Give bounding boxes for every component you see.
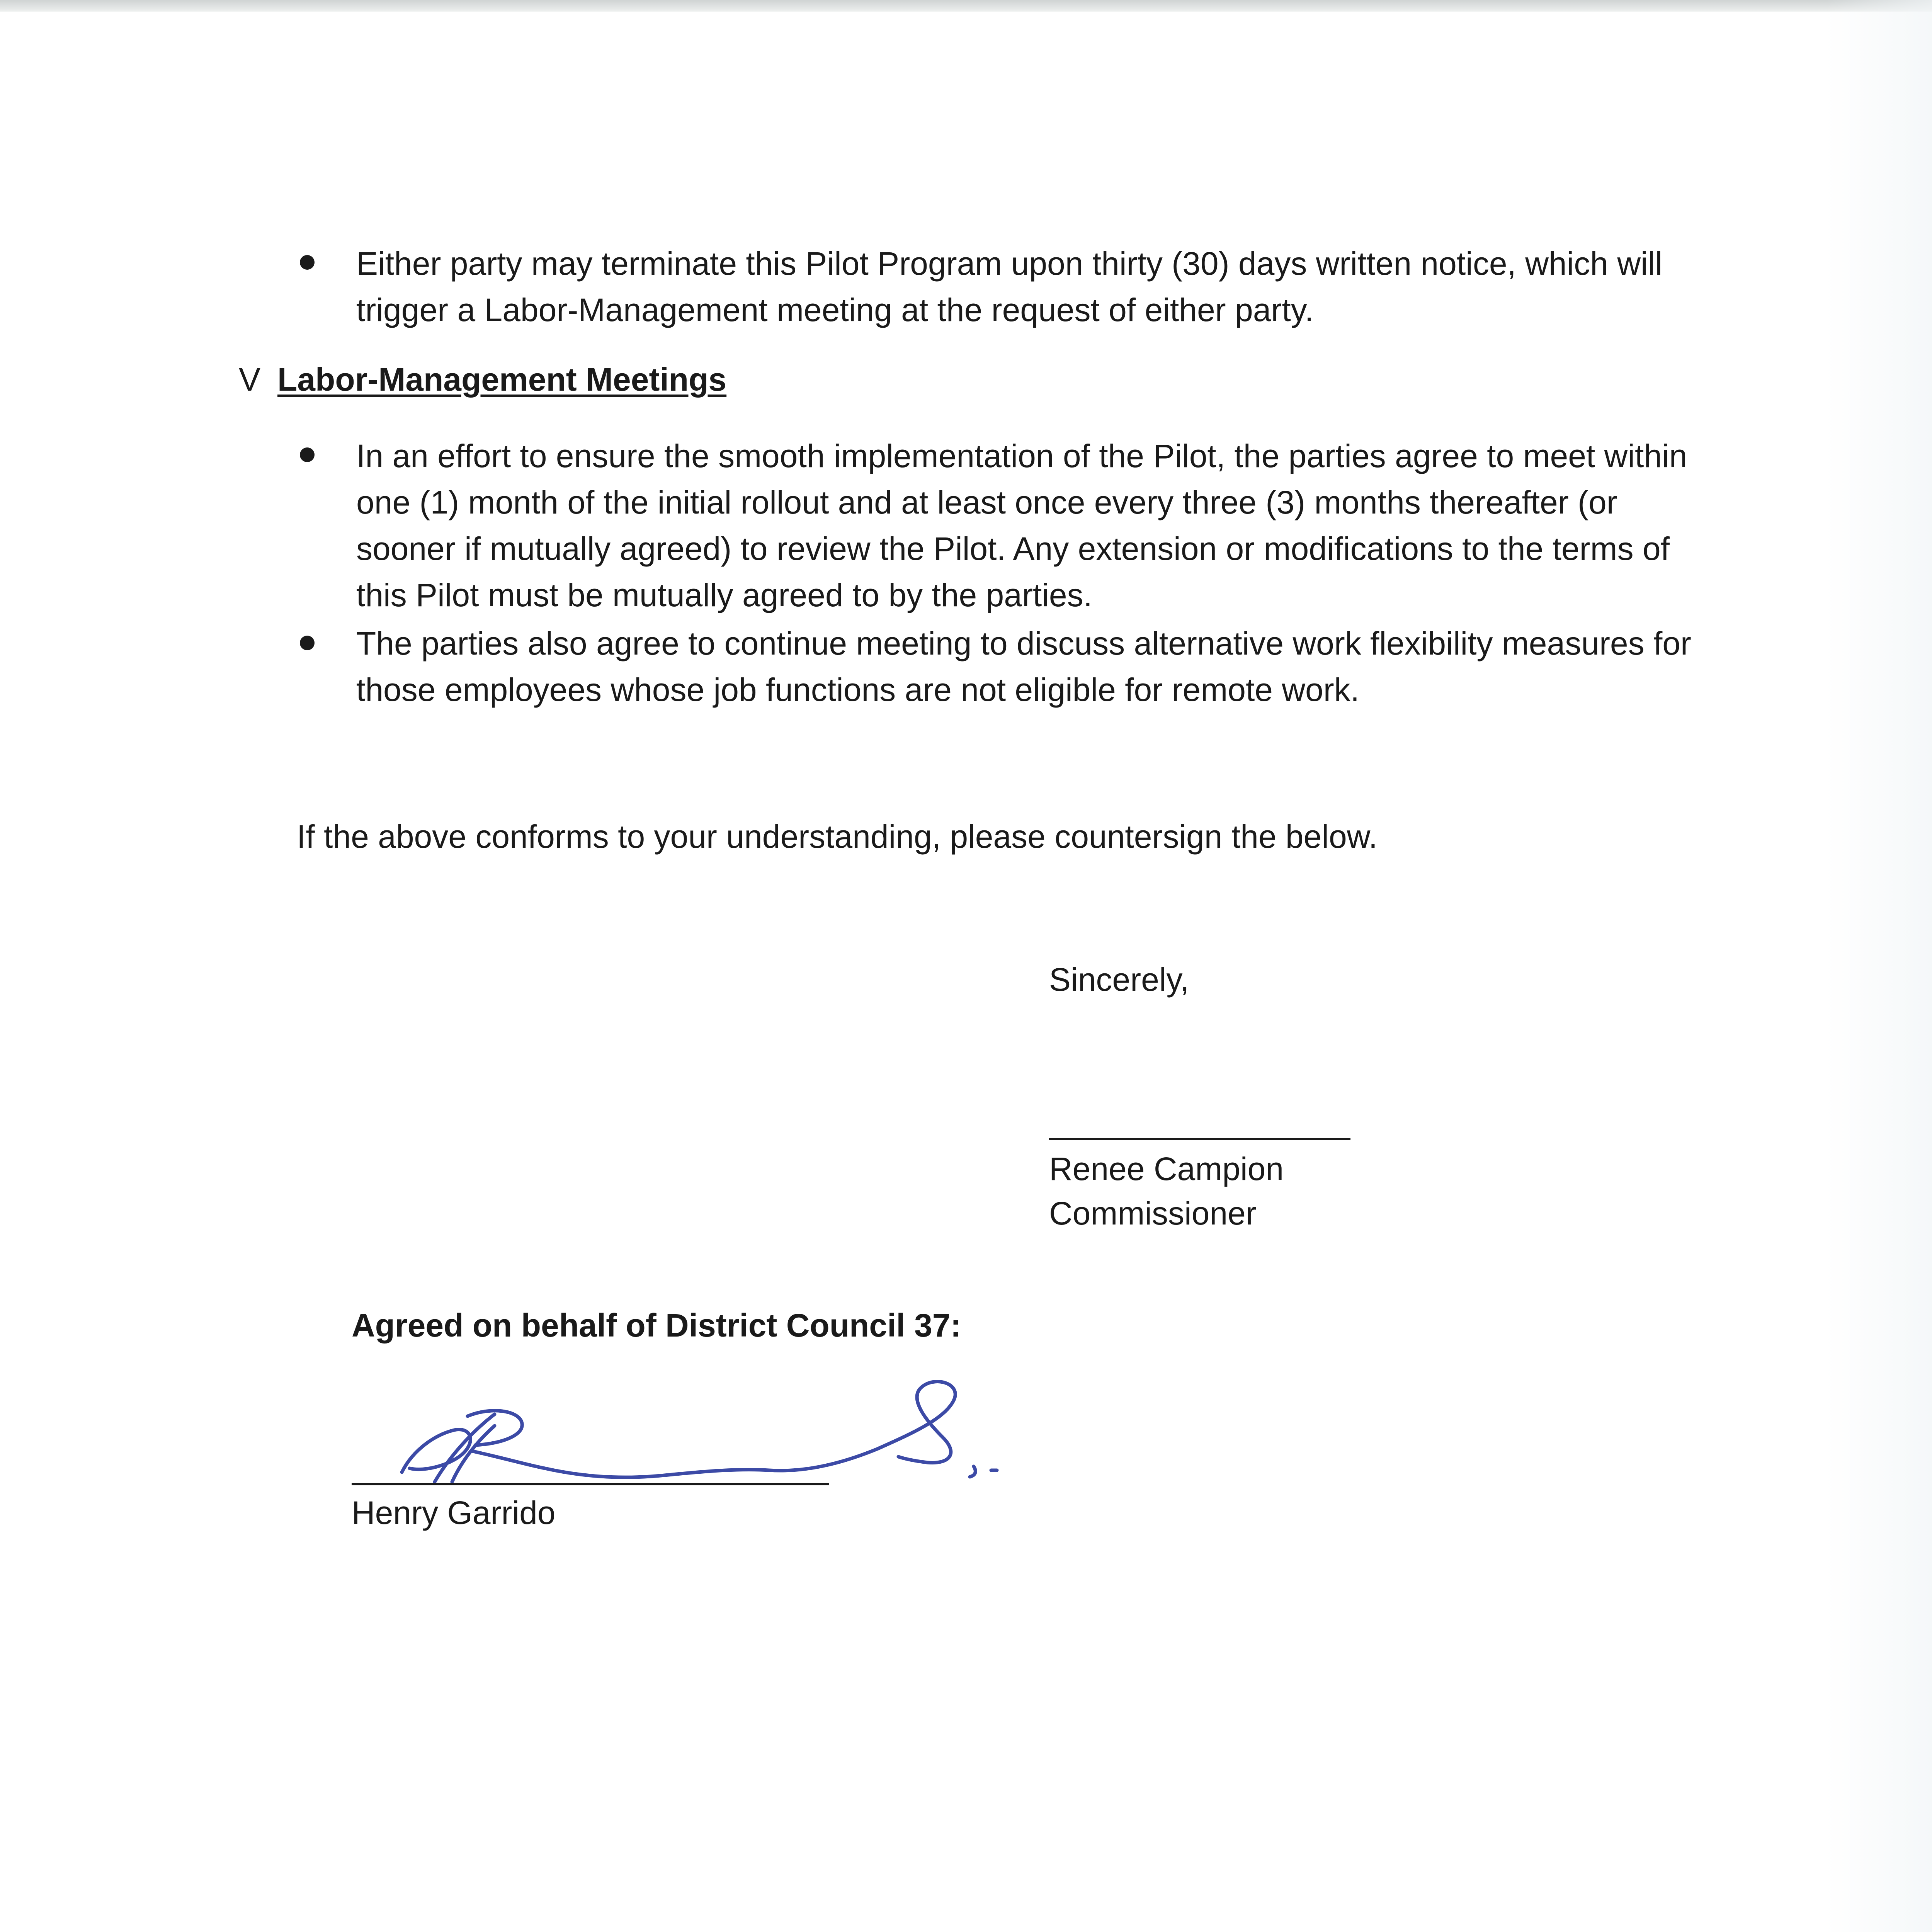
countersign-heading: Agreed on behalf of District Council 37: xyxy=(352,1307,961,1344)
paragraph-line: one (1) month of the initial rollout and at least once every three (3) months thereafter (or xyxy=(356,484,1617,520)
bullet-icon xyxy=(300,636,315,650)
handwritten-signature xyxy=(379,1376,1012,1499)
paragraph-line: sooner if mutually agreed) to review the Pilot. Any extension or modifications to the terms of xyxy=(356,531,1670,567)
paragraph-line: those employees whose job functions are not eligible for remote work. xyxy=(356,672,1360,708)
bullet-icon xyxy=(300,255,315,270)
scan-top-edge xyxy=(0,0,1932,12)
bullet-icon xyxy=(300,447,315,462)
sender-signature-line xyxy=(1049,1138,1350,1140)
paragraph-line: trigger a Labor-Management meeting at the request of either party. xyxy=(356,292,1314,328)
countersigner-name: Henry Garrido xyxy=(352,1495,556,1531)
section-number: V xyxy=(239,361,261,398)
countersign-signature-line xyxy=(352,1483,829,1485)
sender-name: Renee Campion xyxy=(1049,1151,1284,1187)
section-title: Labor-Management Meetings xyxy=(277,361,727,398)
paragraph-line: this Pilot must be mutually agreed to by the parties. xyxy=(356,577,1092,613)
paragraph-line: Either party may terminate this Pilot Program upon thirty (30) days written notice, which will xyxy=(356,245,1662,282)
sign-off: Sincerely, xyxy=(1049,961,1189,998)
closing-paragraph: If the above conforms to your understanding, please countersign the below. xyxy=(297,818,1378,855)
paragraph-line: In an effort to ensure the smooth implementation of the Pilot, the parties agree to meet within xyxy=(356,438,1687,474)
paragraph-line: The parties also agree to continue meeting to discuss alternative work flexibility measures for xyxy=(356,625,1691,662)
scan-right-edge xyxy=(1825,0,1932,1932)
sender-title: Commissioner xyxy=(1049,1195,1257,1231)
